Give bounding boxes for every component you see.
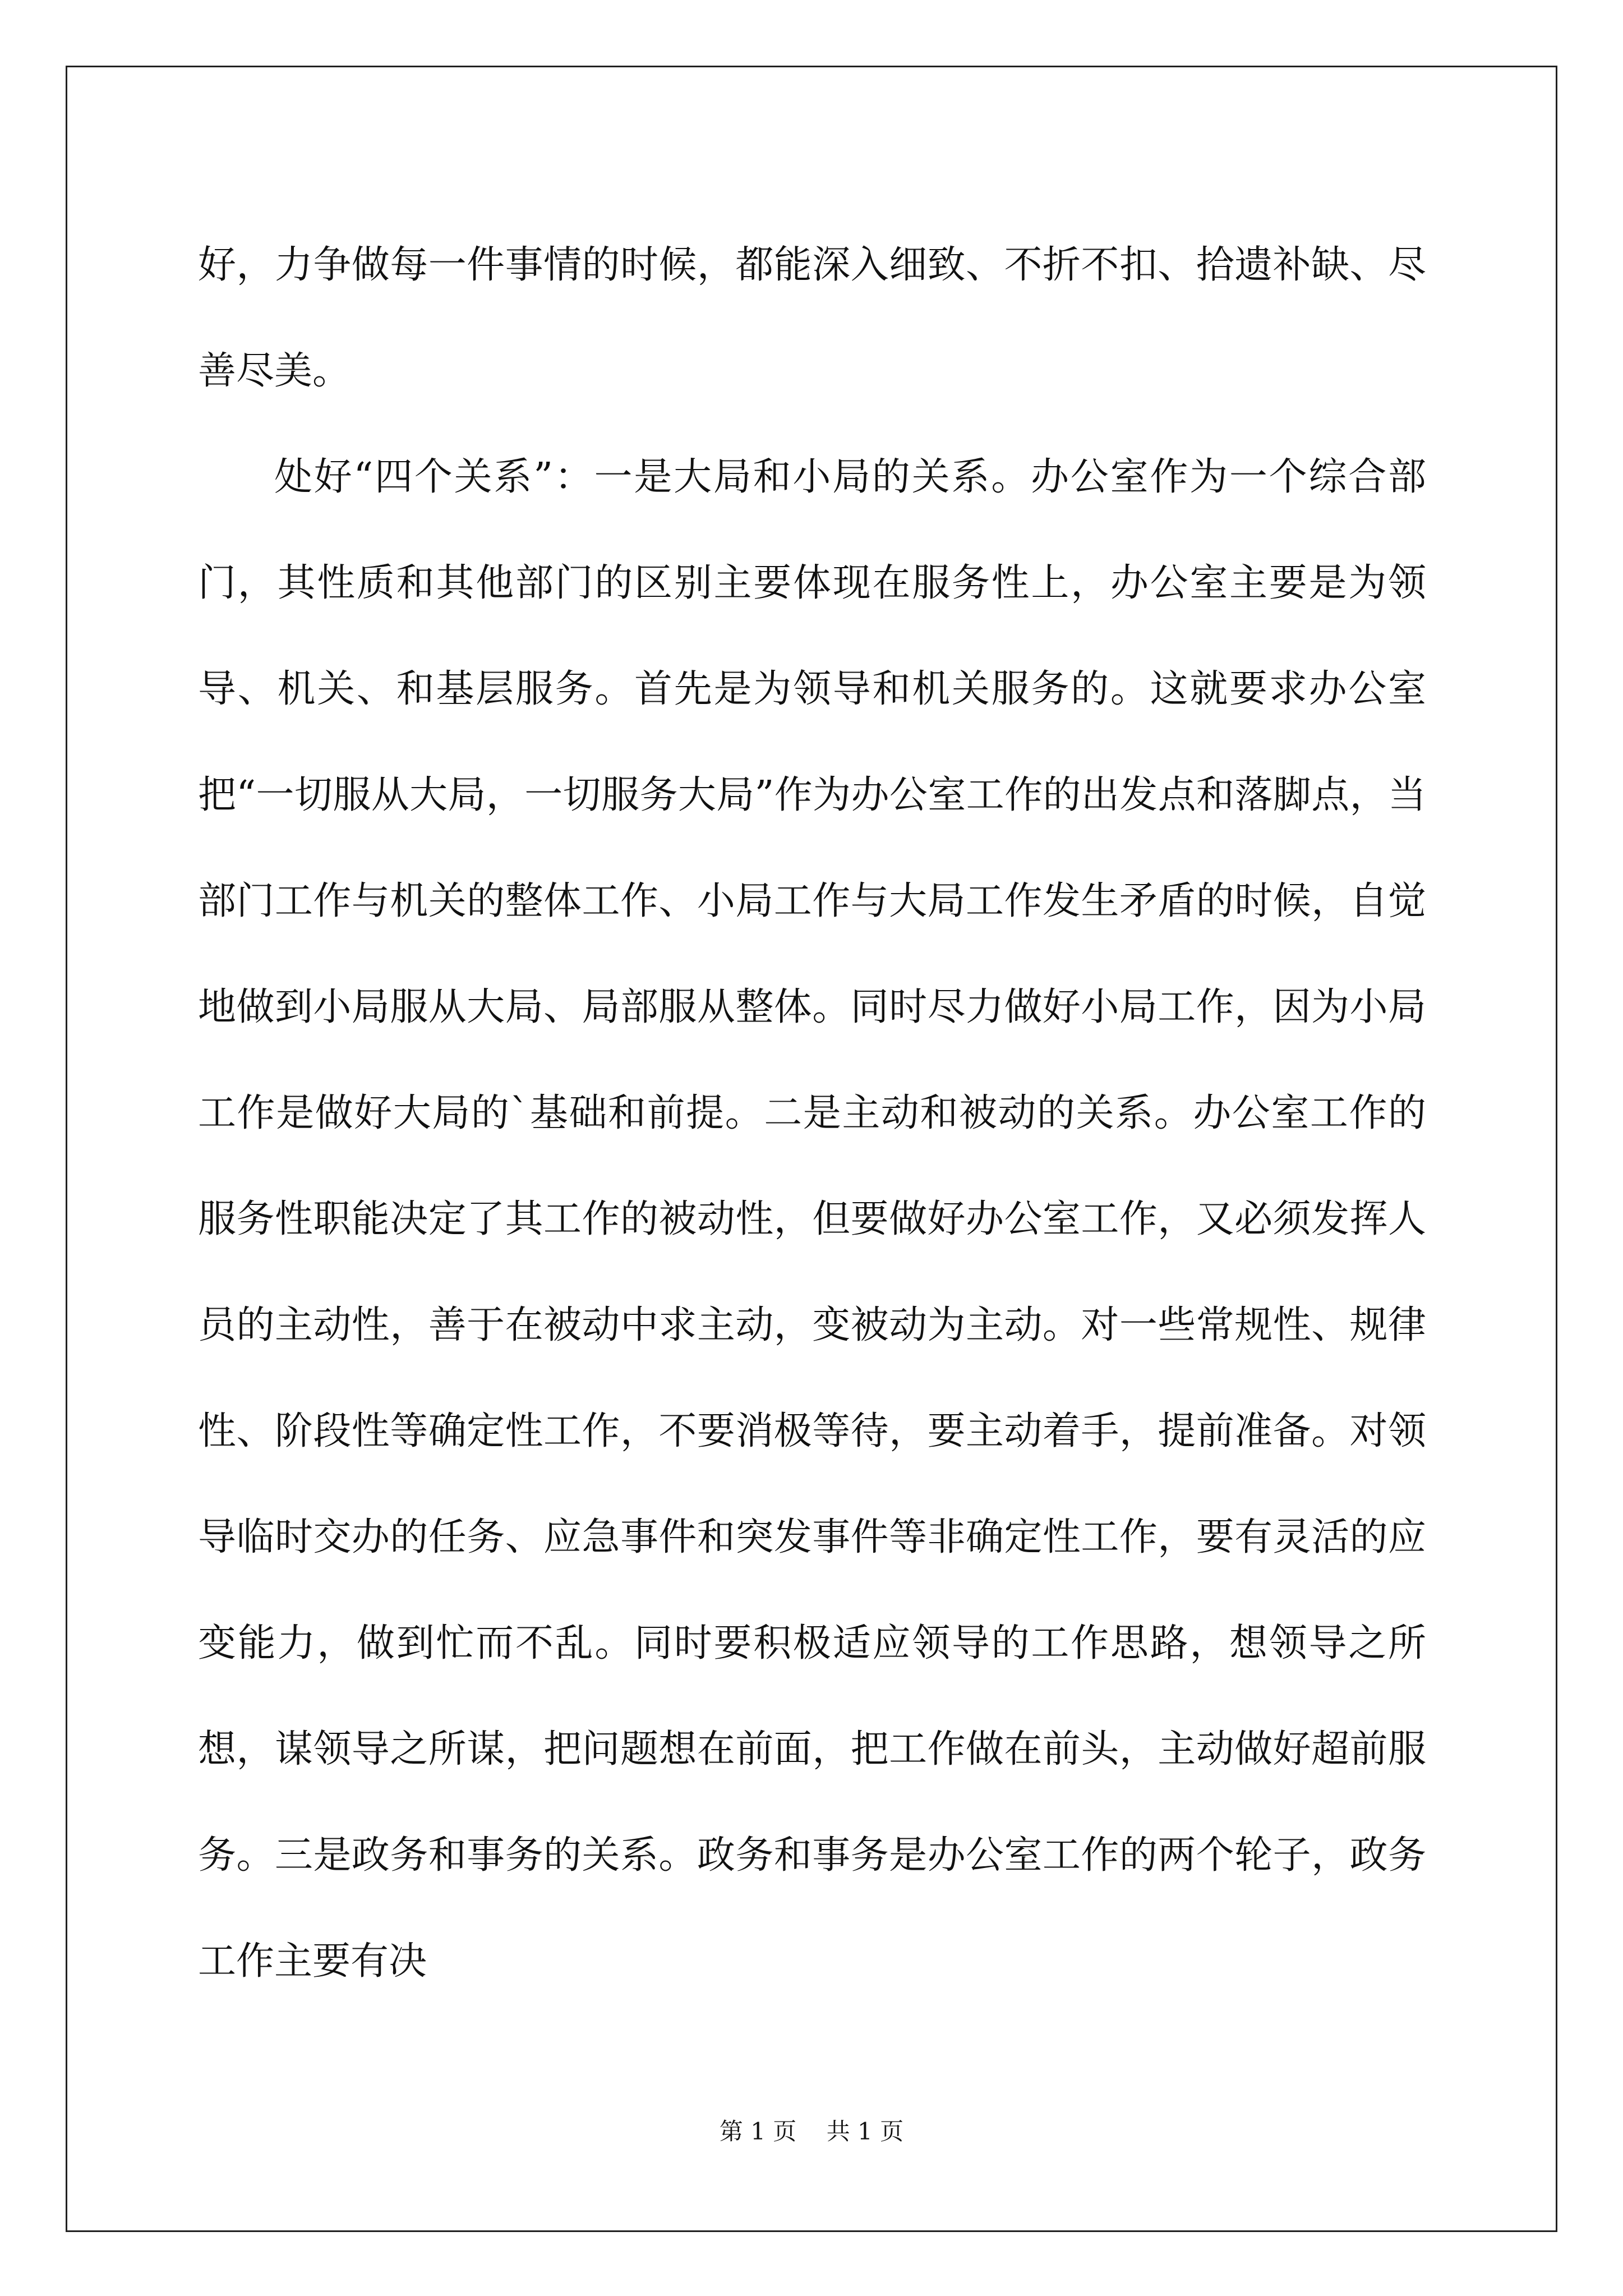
paragraph-2: 处好“四个关系”：一是大局和小局的关系。办公室作为一个综合部门，其性质和其他部门的区别主要体现在服务性上，办公室主要是为领导、机关、和基层服务。首先是为领导和机关服务的。这就要求办公室把“一切服从大局，一切服务大局”作为办公室工作的出发点和落脚点，当部门工作与机关的整体工作、小局工作与大局工作发生矛盾的时候，自觉地做到小局服从大局、局部服从整体。同时尽力做好小局工作，因为小局工作是做好大局的`基础和前提。二是主动和被动的关系。办公室工作的服务性职能决定了其工作的被动性，但要做好办公室工作，又必须发挥人员的主动性，善于在被动中求主动，变被动为主动。对一些常规性、规律性、阶段性等确定性工作，不要消极等待，要主动着手，提前准备。对领导临时交办的任务、应急事件和突发事件等非确定性工作，要有灵活的应变能力，做到忙而不乱。同时要积极适应领导的工作思路，想领导之所想，谋领导之所谋，把问题想在前面，把工作做在前头，主动做好超前服务。三是政务和事务的关系。政务和事务是办公室工作的两个轮子，政务工作主要有决: [198, 455, 1426, 1984]
document-body: [198, 212, 1426, 2014]
page-footer: 第 1 页 共 1 页: [719, 2118, 904, 2145]
paragraph-1: 好，力争做每一件事情的时候，都能深入细致、不折不扣、拾遗补缺、尽善尽美。: [198, 243, 1426, 393]
